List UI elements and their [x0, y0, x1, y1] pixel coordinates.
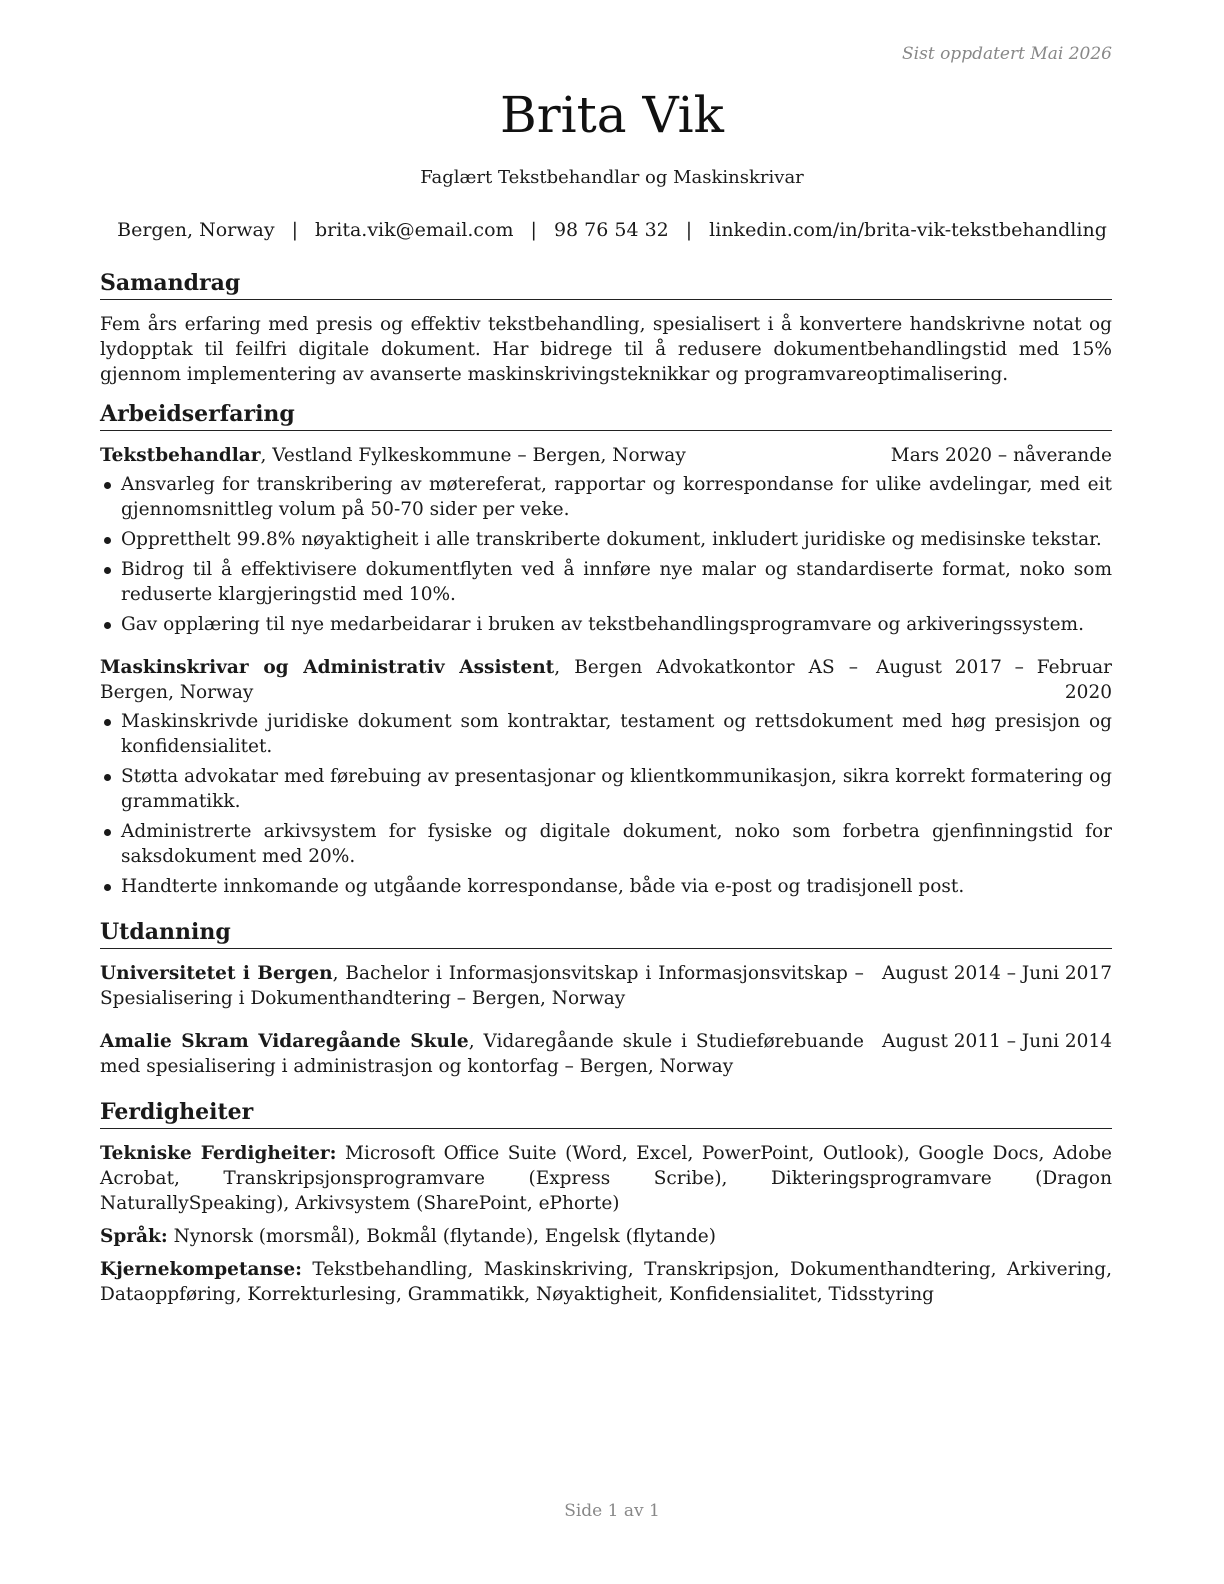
skill-line	[100, 1257, 1112, 1307]
skill-text: Nynorsk (morsmål), Bokmål (flytande), Engelsk (flytande)	[167, 1226, 716, 1247]
bullet-item: Støtta advokatar med førebuing av presentasjonar og klientkommunikasjon, sikra korrekt formatering og grammatikk.	[100, 764, 1112, 814]
job-bullets	[100, 472, 1112, 637]
person-name: Brita Vik	[500, 86, 724, 144]
section-title: Arbeidserfaring	[100, 399, 1112, 431]
resume-content	[100, 268, 1112, 1319]
bullet-item: Oppretthelt 99.8% nøyaktigheit i alle transkriberte dokument, inkludert juridiske og medisinske tekstar.	[100, 527, 1112, 552]
section-title: Ferdigheiter	[100, 1097, 1112, 1129]
job-entry	[100, 443, 1112, 637]
skills-section	[100, 1097, 1112, 1307]
skill-label: Tekniske Ferdigheiter:	[100, 1143, 337, 1164]
contact-phone: 98 76 54 32	[553, 219, 669, 241]
bullet-item: Handterte innkomande og utgåande korrespondanse, både via e-post og tradisjonell post.	[100, 874, 1112, 899]
skill-label: Språk:	[100, 1226, 168, 1247]
education-entry	[100, 961, 1112, 1011]
education-entry	[100, 1029, 1112, 1079]
skill-text: Microsoft Office Suite (Word, Excel, PowerPoint, Outlook), Google Docs, Adobe Acrobat, Transkripsjonsprogramvare (Express Scribe), Dikteringsprogramvare (Dragon NaturallySpeaking), Arkivsystem (SharePoint, ePhorte)	[100, 1143, 1112, 1214]
job-organization: , Vestland Fylkeskommune – Bergen, Norway	[260, 445, 686, 466]
bullet-item: Administrerte arkivsystem for fysiske og digitale dokument, noko som forbetra gjenfinningstid for saksdokument med 20%.	[100, 819, 1112, 869]
skill-label: Kjernekompetanse:	[100, 1259, 302, 1280]
skill-text: Tekstbehandling, Maskinskriving, Transkripsjon, Dokumenthandtering, Arkivering, Dataoppføring, Korrekturlesing, Grammatikk, Nøyaktigheit, Konfidensialitet, Tidsstyring	[100, 1259, 1112, 1305]
summary-section	[100, 268, 1112, 387]
experience-section	[100, 399, 1112, 899]
contact-linkedin[interactable]: linkedin.com/in/brita-vik-tekstbehandling	[709, 219, 1107, 241]
job-bullets	[100, 709, 1112, 899]
last-updated: Sist oppdatert Mai 2026	[902, 44, 1112, 64]
job-title: Faglært Tekstbehandlar og Maskinskrivar	[420, 167, 804, 188]
school-name: Amalie Skram Vidaregåande Skule	[100, 1031, 469, 1052]
education-section	[100, 917, 1112, 1079]
contact-separator: |	[530, 219, 537, 241]
section-title: Samandrag	[100, 268, 1112, 300]
skill-line	[100, 1141, 1112, 1216]
job-role: Maskinskrivar og Administrativ Assistent	[100, 657, 555, 678]
bullet-item: Ansvarleg for transkribering av møtereferat, rapportar og korrespondanse for ulike avdelingar, med eit gjennomsnittleg volum på 50-70 sider per veke.	[100, 472, 1112, 522]
contact-separator: |	[291, 219, 298, 241]
job-dates: August 2017 – Februar 2020	[876, 657, 1112, 703]
bullet-item: Gav opplæring til nye medarbeidarar i bruken av tekstbehandlingsprogramvare og arkiveringssystem.	[100, 612, 1112, 637]
bullet-item: Maskinskrivde juridiske dokument som kontraktar, testament og rettsdokument med høg presisjon og konfidensialitet.	[100, 709, 1112, 759]
contact-email[interactable]: brita.vik@email.com	[315, 219, 514, 241]
contact-line	[0, 219, 1224, 241]
education-dates: August 2014 – Juni 2017	[881, 963, 1112, 984]
education-dates: August 2011 – Juni 2014	[881, 1031, 1112, 1052]
contact-separator: |	[685, 219, 693, 241]
job-organization: , Bergen Advokatkontor AS – Bergen, Norway	[100, 657, 858, 703]
bullet-item: Bidrog til å effektivisere dokumentflyten ved å innføre nye malar og standardiserte format, noko som reduserte klargjeringstid med 10%.	[100, 557, 1112, 607]
section-title: Utdanning	[100, 917, 1112, 949]
job-entry	[100, 655, 1112, 899]
degree-detail: , Bachelor i Informasjonsvitskap i Informasjonsvitskap – Spesialisering i Dokumenthandtering – Bergen, Norway	[100, 963, 864, 1009]
school-name: Universitetet i Bergen	[100, 963, 333, 984]
job-role: Tekstbehandlar	[100, 445, 261, 466]
job-dates: Mars 2020 – nåverande	[890, 445, 1112, 466]
summary-text: Fem års erfaring med presis og effektiv tekstbehandling, spesialisert i å konvertere handskrivne notat og lydopptak til feilfri digitale dokument. Har bidrege til å redusere dokumentbehandlingstid med 15% gjennom implementering av avanserte maskinskrivingsteknikkar og programvareoptimalisering.	[100, 314, 1112, 385]
degree-detail: , Vidaregåande skule i Studieførebuande med spesialisering i administrasjon og kontorfag – Bergen, Norway	[100, 1031, 864, 1077]
contact-location: Bergen, Norway	[117, 219, 275, 241]
skill-line	[100, 1224, 1112, 1249]
page-number: Side 1 av 1	[564, 1501, 660, 1521]
